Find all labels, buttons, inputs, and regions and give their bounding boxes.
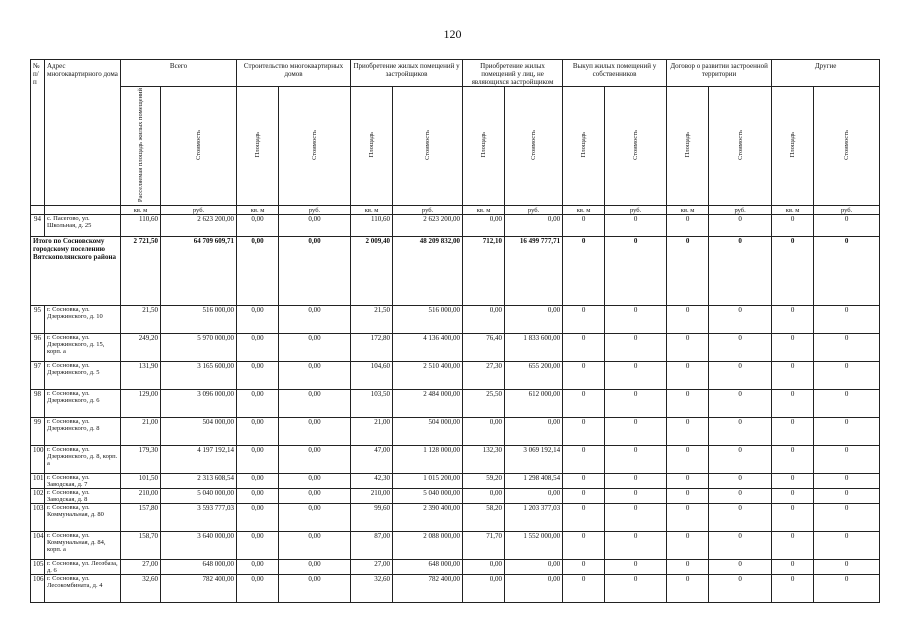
value-cell: 0 bbox=[709, 390, 772, 418]
row-number: 104 bbox=[31, 532, 45, 560]
value-cell: 0,00 bbox=[505, 575, 563, 603]
table-row bbox=[31, 418, 880, 446]
value-cell: 0 bbox=[709, 504, 772, 532]
sub-header bbox=[463, 87, 505, 206]
sub-header bbox=[505, 87, 563, 206]
value-cell: 3 069 192,14 bbox=[505, 446, 563, 474]
header-group-row bbox=[31, 60, 880, 87]
value-cell: 0,00 bbox=[237, 532, 279, 560]
value-cell: 0 bbox=[605, 418, 667, 446]
value-cell: 0,00 bbox=[279, 306, 351, 334]
value-cell: 516 000,00 bbox=[161, 306, 237, 334]
value-cell: 0 bbox=[709, 362, 772, 390]
unit-cell: руб. bbox=[505, 206, 563, 215]
sub-header bbox=[667, 87, 709, 206]
sub-header bbox=[563, 87, 605, 206]
value-cell: 0 bbox=[667, 504, 709, 532]
table-row bbox=[31, 306, 880, 334]
value-cell: 0 bbox=[563, 334, 605, 362]
value-cell: 1 203 377,03 bbox=[505, 504, 563, 532]
value-cell: 0,00 bbox=[463, 418, 505, 446]
value-cell: 0 bbox=[605, 306, 667, 334]
table-row bbox=[31, 532, 880, 560]
value-cell: 0 bbox=[667, 575, 709, 603]
row-address: г. Сосновка, ул. Дзержинского, д. 8, корп. а bbox=[45, 446, 121, 474]
value-cell: 0 bbox=[772, 390, 814, 418]
row-number: 106 bbox=[31, 575, 45, 603]
value-cell: 0 bbox=[814, 489, 880, 504]
value-cell: 0 bbox=[667, 418, 709, 446]
value-cell: 210,00 bbox=[121, 489, 161, 504]
value-cell: 0 bbox=[814, 504, 880, 532]
value-cell: 0 bbox=[772, 362, 814, 390]
value-cell: 0,00 bbox=[505, 489, 563, 504]
unit-cell: руб. bbox=[279, 206, 351, 215]
value-cell: 0 bbox=[667, 489, 709, 504]
table-row bbox=[31, 362, 880, 390]
row-address: г. Сосновка, ул. Дзержинского, д. 5 bbox=[45, 362, 121, 390]
value-cell: 0 bbox=[772, 334, 814, 362]
row-number: 105 bbox=[31, 560, 45, 575]
value-cell: 0,00 bbox=[237, 504, 279, 532]
value-cell: 0 bbox=[814, 306, 880, 334]
table-row bbox=[31, 575, 880, 603]
value-cell: 0 bbox=[667, 334, 709, 362]
value-cell: 0,00 bbox=[279, 474, 351, 489]
value-cell: 0,00 bbox=[237, 474, 279, 489]
value-cell: 59,20 bbox=[463, 474, 505, 489]
value-cell: 21,00 bbox=[351, 418, 393, 446]
table-row bbox=[31, 504, 880, 532]
value-cell: 0,00 bbox=[279, 418, 351, 446]
row-address: г. Сосновка, ул. Коммунальная, д. 84, корп. а bbox=[45, 532, 121, 560]
value-cell: 4 136 400,00 bbox=[393, 334, 463, 362]
value-cell: 0,00 bbox=[279, 390, 351, 418]
value-cell: 0,00 bbox=[505, 560, 563, 575]
value-cell: 0 bbox=[709, 334, 772, 362]
unit-cell: кв. м bbox=[563, 206, 605, 215]
value-cell: 0,00 bbox=[237, 446, 279, 474]
value-cell: 0 bbox=[563, 446, 605, 474]
value-cell: 110,60 bbox=[351, 215, 393, 237]
value-cell: 0 bbox=[563, 306, 605, 334]
value-cell: 71,70 bbox=[463, 532, 505, 560]
sub-header bbox=[121, 87, 161, 206]
value-cell: 0 bbox=[605, 474, 667, 489]
value-cell: 0 bbox=[814, 532, 880, 560]
table-row bbox=[31, 560, 880, 575]
value-cell: 0 bbox=[605, 446, 667, 474]
value-cell: 0 bbox=[605, 575, 667, 603]
row-number: 102 bbox=[31, 489, 45, 504]
value-cell: 0,00 bbox=[237, 306, 279, 334]
value-cell: 249,20 bbox=[121, 334, 161, 362]
value-cell: 42,30 bbox=[351, 474, 393, 489]
value-cell: 2 623 200,00 bbox=[161, 215, 237, 237]
total-value-cell: 712,10 bbox=[463, 237, 505, 306]
value-cell: 0 bbox=[563, 575, 605, 603]
value-cell: 2 623 200,00 bbox=[393, 215, 463, 237]
sub-header-label: Площадь bbox=[254, 132, 262, 158]
value-cell: 648 000,00 bbox=[161, 560, 237, 575]
value-cell: 0 bbox=[605, 560, 667, 575]
value-cell: 0,00 bbox=[237, 390, 279, 418]
sub-header bbox=[605, 87, 667, 206]
value-cell: 0 bbox=[605, 215, 667, 237]
sub-header-label: Стоимость bbox=[195, 130, 202, 160]
value-cell: 0 bbox=[772, 532, 814, 560]
value-cell: 0 bbox=[772, 306, 814, 334]
value-cell: 3 593 777,03 bbox=[161, 504, 237, 532]
unit-cell: кв. м bbox=[351, 206, 393, 215]
group-header-buyout: Выкуп жилых помещений у собственников bbox=[563, 60, 667, 87]
value-cell: 0,00 bbox=[237, 489, 279, 504]
value-cell: 87,00 bbox=[351, 532, 393, 560]
value-cell: 0 bbox=[563, 474, 605, 489]
table-body bbox=[31, 215, 880, 603]
value-cell: 76,40 bbox=[463, 334, 505, 362]
row-address: г. Сосновка, ул. Дзержинского, д. 6 bbox=[45, 390, 121, 418]
value-cell: 210,00 bbox=[351, 489, 393, 504]
value-cell: 32,60 bbox=[121, 575, 161, 603]
row-address: г. Сосновка, ул. Дзержинского, д. 15, корп. а bbox=[45, 334, 121, 362]
row-address: г. Сосновка, ул. Дзержинского, д. 8 bbox=[45, 418, 121, 446]
total-value-cell: 16 499 777,71 bbox=[505, 237, 563, 306]
value-cell: 782 400,00 bbox=[161, 575, 237, 603]
value-cell: 0,00 bbox=[505, 306, 563, 334]
row-address: с. Пасегово, ул. Школьная, д. 25 bbox=[45, 215, 121, 237]
total-value-cell: 0 bbox=[563, 237, 605, 306]
value-cell: 0,00 bbox=[237, 418, 279, 446]
unit-cell: руб. bbox=[709, 206, 772, 215]
value-cell: 0 bbox=[814, 418, 880, 446]
value-cell: 0 bbox=[814, 446, 880, 474]
row-address: г. Сосновка, ул. Дзержинского, д. 10 bbox=[45, 306, 121, 334]
row-number: 96 bbox=[31, 334, 45, 362]
sub-header bbox=[237, 87, 279, 206]
value-cell: 0 bbox=[772, 215, 814, 237]
value-cell: 21,50 bbox=[351, 306, 393, 334]
value-cell: 131,90 bbox=[121, 362, 161, 390]
table-row bbox=[31, 474, 880, 489]
unit-cell-empty bbox=[31, 206, 45, 215]
total-value-cell: 2 721,50 bbox=[121, 237, 161, 306]
value-cell: 0 bbox=[563, 418, 605, 446]
group-header-nondeveloper-purchase: Приобретение жилых помещений у лиц, не являющихся застройщиком bbox=[463, 60, 563, 87]
value-cell: 0 bbox=[709, 474, 772, 489]
value-cell: 0,00 bbox=[237, 362, 279, 390]
value-cell: 504 000,00 bbox=[393, 418, 463, 446]
sub-header bbox=[772, 87, 814, 206]
value-cell: 0,00 bbox=[463, 215, 505, 237]
col-address-header: Адрес многоквартирного дома bbox=[45, 60, 121, 206]
total-value-cell: 0 bbox=[605, 237, 667, 306]
value-cell: 172,80 bbox=[351, 334, 393, 362]
value-cell: 99,60 bbox=[351, 504, 393, 532]
value-cell: 0 bbox=[814, 334, 880, 362]
row-number: 101 bbox=[31, 474, 45, 489]
value-cell: 655 200,00 bbox=[505, 362, 563, 390]
row-number: 103 bbox=[31, 504, 45, 532]
sub-header bbox=[393, 87, 463, 206]
value-cell: 516 000,00 bbox=[393, 306, 463, 334]
page-number: 120 bbox=[443, 27, 462, 41]
value-cell: 0,00 bbox=[505, 215, 563, 237]
value-cell: 0 bbox=[605, 334, 667, 362]
value-cell: 0 bbox=[667, 362, 709, 390]
value-cell: 0 bbox=[667, 474, 709, 489]
unit-cell: кв. м bbox=[237, 206, 279, 215]
value-cell: 0 bbox=[772, 418, 814, 446]
value-cell: 158,70 bbox=[121, 532, 161, 560]
unit-cell: кв. м bbox=[121, 206, 161, 215]
value-cell: 0 bbox=[814, 560, 880, 575]
row-address: г. Сосновка, ул. Заводская, д. 8 bbox=[45, 489, 121, 504]
value-cell: 0 bbox=[563, 489, 605, 504]
resettlement-table bbox=[30, 59, 880, 603]
sub-header-label: Стоимость bbox=[530, 130, 538, 160]
value-cell: 4 197 192,14 bbox=[161, 446, 237, 474]
unit-cell: руб. bbox=[393, 206, 463, 215]
value-cell: 27,00 bbox=[121, 560, 161, 575]
sub-header-label: Площадь bbox=[580, 132, 588, 158]
value-cell: 32,60 bbox=[351, 575, 393, 603]
unit-cell: кв. м bbox=[463, 206, 505, 215]
row-address: г. Сосновка, ул. Коммунальная, д. 80 bbox=[45, 504, 121, 532]
row-address: г. Сосновка, ул. Заводская, д. 7 bbox=[45, 474, 121, 489]
value-cell: 0 bbox=[814, 215, 880, 237]
value-cell: 0 bbox=[709, 575, 772, 603]
col-num-header: № п/п bbox=[31, 60, 45, 206]
value-cell: 0,00 bbox=[237, 560, 279, 575]
value-cell: 0 bbox=[605, 362, 667, 390]
value-cell: 101,50 bbox=[121, 474, 161, 489]
value-cell: 103,50 bbox=[351, 390, 393, 418]
unit-cell-empty bbox=[45, 206, 121, 215]
value-cell: 27,00 bbox=[351, 560, 393, 575]
sub-header-label: Площадь bbox=[684, 132, 692, 158]
group-header-construction: Строительство многоквартирных домов bbox=[237, 60, 351, 87]
value-cell: 104,60 bbox=[351, 362, 393, 390]
value-cell: 0 bbox=[772, 446, 814, 474]
value-cell: 0 bbox=[709, 215, 772, 237]
sub-header-label: Стоимость bbox=[843, 130, 851, 160]
value-cell: 27,30 bbox=[463, 362, 505, 390]
table-row bbox=[31, 489, 880, 504]
value-cell: 0 bbox=[709, 560, 772, 575]
value-cell: 0 bbox=[605, 489, 667, 504]
table-row bbox=[31, 390, 880, 418]
value-cell: 0,00 bbox=[279, 489, 351, 504]
total-row bbox=[31, 237, 880, 306]
sub-header-label: Площадь bbox=[368, 132, 376, 158]
value-cell: 0 bbox=[563, 390, 605, 418]
group-header-other: Другие bbox=[772, 60, 880, 87]
value-cell: 2 088 000,00 bbox=[393, 532, 463, 560]
value-cell: 1 833 600,00 bbox=[505, 334, 563, 362]
value-cell: 0 bbox=[605, 504, 667, 532]
value-cell: 0 bbox=[667, 390, 709, 418]
row-number: 99 bbox=[31, 418, 45, 446]
value-cell: 47,00 bbox=[351, 446, 393, 474]
sub-header bbox=[814, 87, 880, 206]
total-value-cell: 64 709 609,71 bbox=[161, 237, 237, 306]
sub-header-label: Расселяемая площадь жилых помещений bbox=[137, 87, 144, 203]
total-value-cell: 2 009,40 bbox=[351, 237, 393, 306]
group-header-development-contract: Договор о развитии застроенной территории bbox=[667, 60, 772, 87]
unit-cell: руб. bbox=[161, 206, 237, 215]
value-cell: 0 bbox=[709, 306, 772, 334]
value-cell: 0 bbox=[772, 504, 814, 532]
sub-header bbox=[351, 87, 393, 206]
value-cell: 58,20 bbox=[463, 504, 505, 532]
value-cell: 0 bbox=[563, 560, 605, 575]
value-cell: 0 bbox=[563, 504, 605, 532]
value-cell: 5 970 000,00 bbox=[161, 334, 237, 362]
value-cell: 0 bbox=[667, 532, 709, 560]
value-cell: 1 015 200,00 bbox=[393, 474, 463, 489]
sub-header-label: Стоимость bbox=[736, 130, 744, 160]
total-value-cell: 0 bbox=[667, 237, 709, 306]
value-cell: 2 510 400,00 bbox=[393, 362, 463, 390]
value-cell: 504 000,00 bbox=[161, 418, 237, 446]
value-cell: 110,60 bbox=[121, 215, 161, 237]
value-cell: 0,00 bbox=[237, 575, 279, 603]
value-cell: 0,00 bbox=[237, 334, 279, 362]
value-cell: 0 bbox=[814, 362, 880, 390]
value-cell: 1 552 000,00 bbox=[505, 532, 563, 560]
value-cell: 0 bbox=[667, 446, 709, 474]
value-cell: 0,00 bbox=[463, 489, 505, 504]
value-cell: 0 bbox=[605, 390, 667, 418]
unit-cell: кв. м bbox=[667, 206, 709, 215]
sub-header-label: Стоимость bbox=[424, 130, 432, 160]
total-label: Итого по Сосновскому городскому поселению Вятскополянского района bbox=[31, 237, 121, 306]
unit-cell: руб. bbox=[814, 206, 880, 215]
value-cell: 0 bbox=[709, 418, 772, 446]
value-cell: 0,00 bbox=[279, 362, 351, 390]
value-cell: 3 096 000,00 bbox=[161, 390, 237, 418]
value-cell: 0 bbox=[667, 306, 709, 334]
table-row bbox=[31, 334, 880, 362]
table-row bbox=[31, 215, 880, 237]
group-header-total: Всего bbox=[121, 60, 237, 87]
total-value-cell: 0 bbox=[709, 237, 772, 306]
value-cell: 0 bbox=[667, 215, 709, 237]
value-cell: 0 bbox=[772, 575, 814, 603]
value-cell: 648 000,00 bbox=[393, 560, 463, 575]
value-cell: 21,00 bbox=[121, 418, 161, 446]
value-cell: 25,50 bbox=[463, 390, 505, 418]
value-cell: 132,30 bbox=[463, 446, 505, 474]
row-number: 95 bbox=[31, 306, 45, 334]
row-number: 100 bbox=[31, 446, 45, 474]
row-number: 94 bbox=[31, 215, 45, 237]
value-cell: 0,00 bbox=[279, 334, 351, 362]
value-cell: 0 bbox=[709, 532, 772, 560]
sub-header-label: Стоимость bbox=[632, 130, 640, 160]
value-cell: 0 bbox=[605, 532, 667, 560]
value-cell: 0 bbox=[563, 215, 605, 237]
value-cell: 0 bbox=[563, 362, 605, 390]
sub-header bbox=[279, 87, 351, 206]
value-cell: 0 bbox=[772, 560, 814, 575]
total-value-cell: 0,00 bbox=[279, 237, 351, 306]
value-cell: 5 040 000,00 bbox=[161, 489, 237, 504]
value-cell: 0 bbox=[772, 489, 814, 504]
value-cell: 179,30 bbox=[121, 446, 161, 474]
total-value-cell: 0 bbox=[772, 237, 814, 306]
value-cell: 0,00 bbox=[463, 575, 505, 603]
value-cell: 2 313 608,54 bbox=[161, 474, 237, 489]
value-cell: 0,00 bbox=[505, 418, 563, 446]
value-cell: 0 bbox=[814, 474, 880, 489]
value-cell: 157,80 bbox=[121, 504, 161, 532]
units-row bbox=[31, 206, 880, 215]
value-cell: 0,00 bbox=[279, 446, 351, 474]
table-row bbox=[31, 446, 880, 474]
value-cell: 0 bbox=[667, 560, 709, 575]
header-sub-row bbox=[31, 87, 880, 206]
value-cell: 0,00 bbox=[463, 560, 505, 575]
value-cell: 21,50 bbox=[121, 306, 161, 334]
value-cell: 0,00 bbox=[237, 215, 279, 237]
value-cell: 1 128 000,00 bbox=[393, 446, 463, 474]
row-number: 98 bbox=[31, 390, 45, 418]
value-cell: 0,00 bbox=[279, 532, 351, 560]
value-cell: 2 390 400,00 bbox=[393, 504, 463, 532]
sub-header-label: Стоимость bbox=[311, 130, 319, 160]
value-cell: 612 000,00 bbox=[505, 390, 563, 418]
value-cell: 0,00 bbox=[463, 306, 505, 334]
value-cell: 0,00 bbox=[279, 215, 351, 237]
value-cell: 0 bbox=[814, 390, 880, 418]
row-address: г. Сосновка, ул. Леозбаза, д. 6 bbox=[45, 560, 121, 575]
sub-header bbox=[709, 87, 772, 206]
value-cell: 0 bbox=[772, 474, 814, 489]
total-value-cell: 0 bbox=[814, 237, 880, 306]
total-value-cell: 48 209 832,00 bbox=[393, 237, 463, 306]
value-cell: 782 400,00 bbox=[393, 575, 463, 603]
unit-cell: руб. bbox=[605, 206, 667, 215]
value-cell: 0 bbox=[709, 446, 772, 474]
total-value-cell: 0,00 bbox=[237, 237, 279, 306]
group-header-developer-purchase: Приобретение жилых помещений у застройщиков bbox=[351, 60, 463, 87]
value-cell: 0 bbox=[563, 532, 605, 560]
sub-header-label: Площадь bbox=[789, 132, 797, 158]
value-cell: 0,00 bbox=[279, 504, 351, 532]
sub-header-label: Площадь bbox=[480, 132, 488, 158]
value-cell: 0,00 bbox=[279, 575, 351, 603]
sub-header bbox=[161, 87, 237, 206]
value-cell: 0 bbox=[709, 489, 772, 504]
value-cell: 3 640 000,00 bbox=[161, 532, 237, 560]
unit-cell: кв. м bbox=[772, 206, 814, 215]
value-cell: 0 bbox=[814, 575, 880, 603]
row-address: г. Сосновка, ул. Лесокомбината, д. 4 bbox=[45, 575, 121, 603]
value-cell: 0,00 bbox=[279, 560, 351, 575]
value-cell: 5 040 000,00 bbox=[393, 489, 463, 504]
value-cell: 129,00 bbox=[121, 390, 161, 418]
value-cell: 2 484 000,00 bbox=[393, 390, 463, 418]
row-number: 97 bbox=[31, 362, 45, 390]
value-cell: 3 165 600,00 bbox=[161, 362, 237, 390]
value-cell: 1 298 408,54 bbox=[505, 474, 563, 489]
